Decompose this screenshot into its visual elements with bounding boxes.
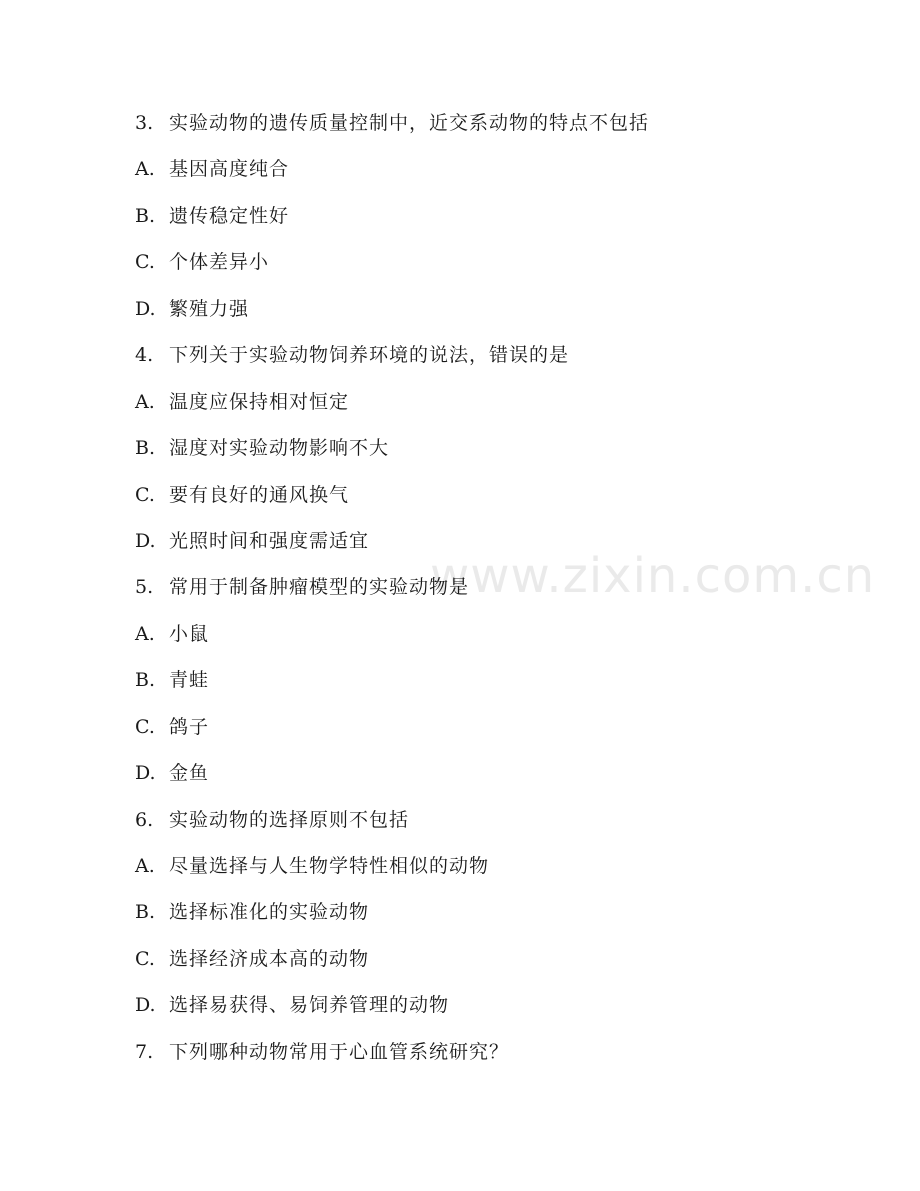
option-text: 选择标准化的实验动物 bbox=[169, 901, 370, 924]
option-label: C. bbox=[135, 251, 155, 274]
option-label: C. bbox=[135, 947, 155, 970]
watermark: www.zixin.com.cn bbox=[430, 548, 876, 604]
option-a bbox=[135, 851, 835, 897]
option-label: D. bbox=[135, 762, 156, 785]
option-label: C. bbox=[135, 483, 155, 506]
option-b bbox=[135, 665, 835, 711]
option-label: B. bbox=[135, 204, 156, 227]
option-label: B. bbox=[135, 901, 156, 924]
question-number: 5. bbox=[135, 576, 154, 599]
option-b bbox=[135, 897, 835, 943]
question-4 bbox=[135, 340, 835, 386]
option-text: 遗传稳定性好 bbox=[169, 204, 290, 227]
option-text: 选择易获得、易饲养管理的动物 bbox=[169, 994, 450, 1017]
option-a bbox=[135, 387, 835, 433]
question-5 bbox=[135, 572, 835, 618]
option-text: 选择经济成本高的动物 bbox=[169, 947, 370, 970]
option-text: 繁殖力强 bbox=[169, 297, 250, 320]
question-number: 7. bbox=[135, 1040, 154, 1063]
option-label: A. bbox=[135, 622, 155, 645]
option-text: 小鼠 bbox=[169, 622, 210, 645]
option-text: 金鱼 bbox=[169, 762, 210, 785]
option-label: A. bbox=[135, 390, 155, 413]
option-text: 光照时间和强度需适宜 bbox=[169, 529, 370, 552]
question-text: 下列哪种动物常用于心血管系统研究？ bbox=[169, 1040, 510, 1063]
option-label: D. bbox=[135, 529, 156, 552]
option-d bbox=[135, 294, 835, 340]
option-b bbox=[135, 201, 835, 247]
option-text: 基因高度纯合 bbox=[169, 158, 290, 181]
question-text: 实验动物的遗传质量控制中，近交系动物的特点不包括 bbox=[169, 112, 650, 134]
option-label: D. bbox=[135, 297, 156, 320]
question-6 bbox=[135, 805, 835, 851]
question-number: 6. bbox=[135, 808, 154, 831]
option-a bbox=[135, 619, 835, 665]
question-text: 常用于制备肿瘤模型的实验动物是 bbox=[169, 576, 470, 599]
option-c bbox=[135, 944, 835, 990]
question-3 bbox=[135, 108, 835, 154]
question-7 bbox=[135, 1037, 835, 1083]
option-label: C. bbox=[135, 715, 155, 738]
option-label: B. bbox=[135, 669, 156, 692]
question-text: 实验动物的选择原则不包括 bbox=[169, 808, 410, 831]
option-text: 鸽子 bbox=[169, 715, 210, 738]
option-label: A. bbox=[135, 855, 155, 877]
option-a bbox=[135, 154, 835, 200]
option-c bbox=[135, 247, 835, 293]
option-label: B. bbox=[135, 437, 156, 460]
option-label: A. bbox=[135, 158, 155, 181]
option-c bbox=[135, 480, 835, 526]
option-d bbox=[135, 990, 835, 1036]
option-d bbox=[135, 758, 835, 804]
question-number: 4. bbox=[135, 344, 154, 367]
option-c bbox=[135, 712, 835, 758]
question-text: 下列关于实验动物饲养环境的说法，错误的是 bbox=[169, 344, 570, 367]
option-d bbox=[135, 526, 835, 572]
option-text: 个体差异小 bbox=[169, 251, 270, 274]
question-list bbox=[135, 108, 835, 1083]
option-b bbox=[135, 433, 835, 479]
option-label: D. bbox=[135, 994, 156, 1017]
option-text: 尽量选择与人生物学特性相似的动物 bbox=[169, 855, 490, 877]
option-text: 要有良好的通风换气 bbox=[169, 483, 350, 506]
option-text: 青蛙 bbox=[169, 669, 210, 692]
option-text: 湿度对实验动物影响不大 bbox=[169, 437, 390, 460]
option-text: 温度应保持相对恒定 bbox=[169, 390, 350, 413]
question-number: 3. bbox=[135, 112, 154, 134]
